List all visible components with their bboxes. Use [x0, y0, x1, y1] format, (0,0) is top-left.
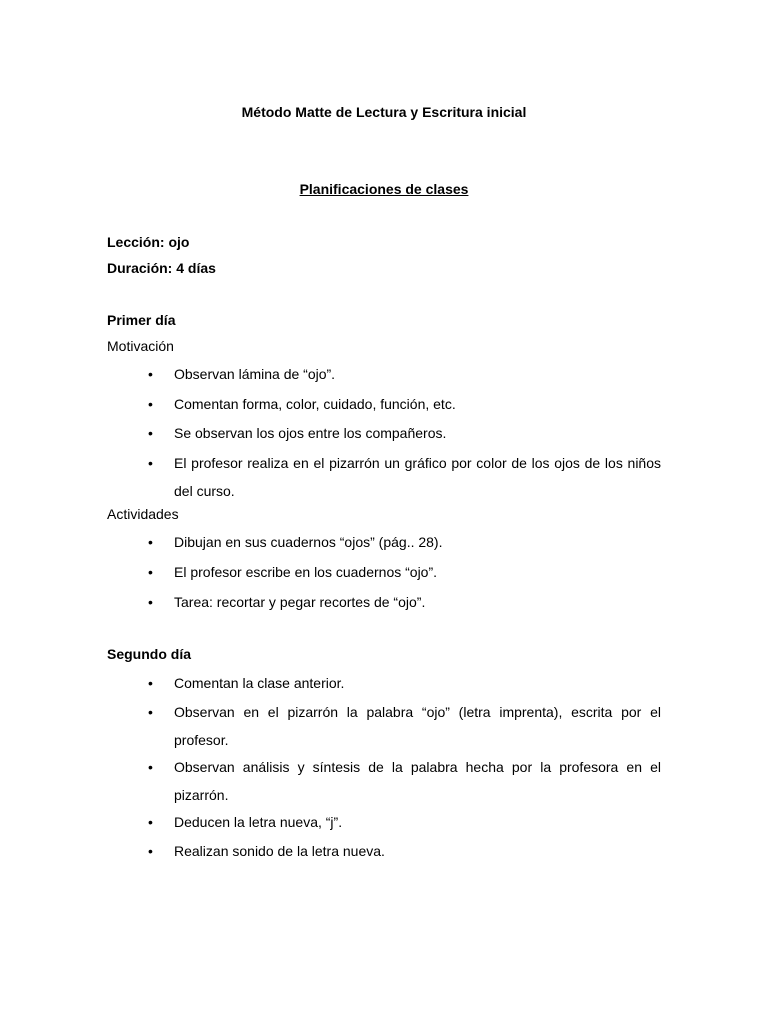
list-item-text: Observan en el pizarrón la palabra “ojo” (letra imprenta), escrita por el profesor. [174, 704, 661, 748]
bullet-icon: • [148, 534, 153, 550]
bullet-icon: • [148, 366, 153, 382]
list-item-text: Comentan la clase anterior. [174, 675, 345, 691]
bullet-icon: • [148, 455, 153, 471]
bullet-icon: • [148, 425, 153, 441]
document-title: Método Matte de Lectura y Escritura inicial [241, 104, 527, 120]
document-subtitle [0, 181, 768, 197]
list-item-text: El profesor realiza en el pizarrón un gráfico por color de los ojos de los niños del curso. [174, 455, 661, 499]
bullet-icon: • [148, 594, 153, 610]
list-item-text: Realizan sonido de la letra nueva. [174, 843, 385, 859]
list-item-text: Comentan forma, color, cuidado, función, etc. [174, 396, 456, 412]
duration-label: Duración: 4 días [107, 260, 216, 276]
motivation-label: Motivación [107, 338, 174, 354]
day-two-heading: Segundo día [107, 646, 191, 662]
bullet-icon: • [148, 814, 153, 830]
bullet-icon: • [148, 564, 153, 580]
list-item-text: Dibujan en sus cuadernos “ojos” (pág.. 28). [174, 534, 443, 550]
bullet-icon: • [148, 843, 153, 859]
list-item-text: Observan análisis y síntesis de la palabra hecha por la profesora en el pizarrón. [174, 759, 661, 803]
bullet-icon: • [148, 396, 153, 412]
list-item-text: Deducen la letra nueva, “j”. [174, 814, 343, 830]
bullet-icon: • [148, 704, 153, 720]
activities-label: Actividades [107, 506, 179, 522]
lesson-label: Lección: ojo [107, 234, 190, 250]
list-item-text: El profesor escribe en los cuadernos “ojo”. [174, 564, 438, 580]
list-item-text: Tarea: recortar y pegar recortes de “ojo”. [174, 594, 426, 610]
day-one-heading: Primer día [107, 312, 176, 328]
bullet-icon: • [148, 675, 153, 691]
subtitle-text: Planificaciones de clases [299, 181, 469, 197]
list-item-text: Se observan los ojos entre los compañeros. [174, 425, 447, 441]
bullet-icon: • [148, 759, 153, 775]
list-item-text: Observan lámina de “ojo”. [174, 366, 336, 382]
